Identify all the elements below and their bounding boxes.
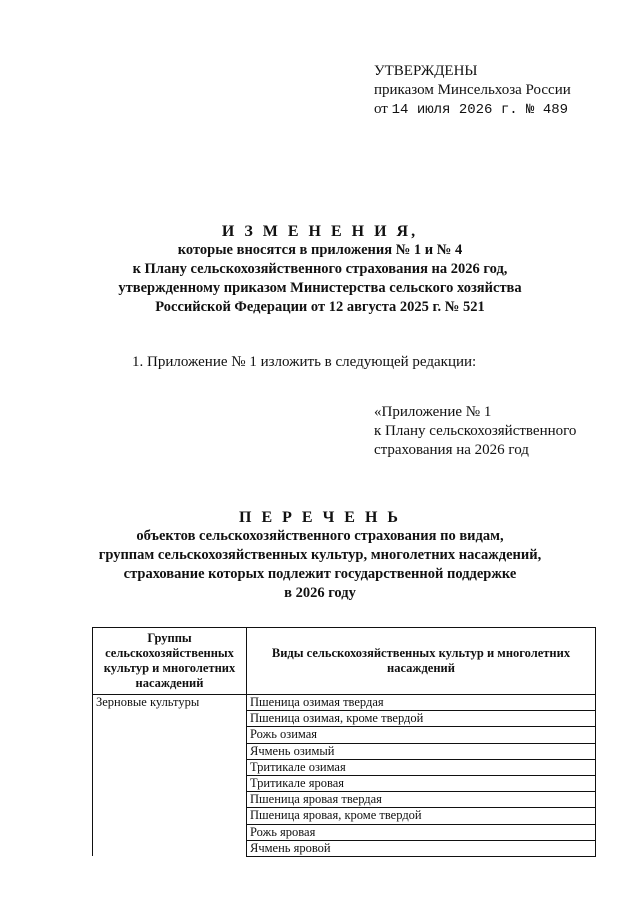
- crop-cell: Тритикале яровая: [247, 775, 596, 791]
- group-cell-empty: [93, 759, 247, 775]
- crop-cell: Ячмень озимый: [247, 743, 596, 759]
- table-row: [93, 727, 596, 743]
- group-cell-empty: [93, 840, 247, 856]
- approval-block: [374, 62, 571, 120]
- list-line-3: страхование которых подлежит государственной поддержке: [123, 566, 517, 582]
- list-line-2: группам сельскохозяйственных культур, многолетних насаждений,: [98, 547, 542, 563]
- list-line-4: в 2026 году: [284, 585, 356, 601]
- list-line-1: объектов сельскохозяйственного страхования по видам,: [136, 528, 504, 544]
- group-cell: Зерновые культуры: [93, 695, 247, 711]
- table-row: [93, 695, 596, 711]
- table-row: [93, 775, 596, 791]
- table-row: [93, 743, 596, 759]
- group-cell-empty: [93, 775, 247, 791]
- appendix-line-3: страхования на 2026 год: [374, 442, 529, 458]
- approval-date-prefix: от: [374, 101, 388, 117]
- table-header-row: [93, 628, 596, 695]
- table-row: [93, 808, 596, 824]
- crop-cell: Пшеница озимая, кроме твердой: [247, 711, 596, 727]
- table-row: [93, 711, 596, 727]
- approval-title: УТВЕРЖДЕНЫ: [374, 63, 478, 79]
- approval-date: 14 июля 2026 г. № 489: [391, 102, 569, 118]
- group-cell-empty: [93, 711, 247, 727]
- approval-order: приказом Минсельхоза России: [374, 82, 571, 98]
- crop-cell: Пшеница яровая, кроме твердой: [247, 808, 596, 824]
- table-row: [93, 824, 596, 840]
- changes-line-2: к Плану сельскохозяйственного страхования на 2026 год,: [132, 261, 508, 277]
- list-title: [0, 508, 640, 603]
- changes-heading: И З М Е Н Е Н И Я,: [221, 223, 419, 240]
- table-row: [93, 840, 596, 856]
- group-cell-empty: [93, 727, 247, 743]
- changes-line-4: Российской Федерации от 12 августа 2025 г. № 521: [155, 299, 485, 315]
- changes-line-3: утвержденному приказом Министерства сельского хозяйства: [118, 280, 522, 296]
- approval-date-line: [374, 100, 571, 120]
- appendix-line-2: к Плану сельскохозяйственного: [374, 423, 577, 439]
- changes-title: [0, 222, 640, 317]
- crop-cell: Пшеница озимая твердая: [247, 695, 596, 711]
- group-cell-empty: [93, 824, 247, 840]
- changes-line-1: которые вносятся в приложения № 1 и № 4: [177, 242, 463, 258]
- crops-table: [92, 627, 596, 857]
- crop-cell: Тритикале озимая: [247, 759, 596, 775]
- crop-cell: Ячмень яровой: [247, 840, 596, 856]
- crop-cell: Рожь яровая: [247, 824, 596, 840]
- table-row: [93, 792, 596, 808]
- list-heading: П Е Р Е Ч Е Н Ь: [239, 509, 401, 526]
- group-cell-empty: [93, 792, 247, 808]
- col1-header: Группы сельскохозяйственных культур и многолетних насаждений: [93, 628, 247, 695]
- appendix-block: [374, 403, 576, 460]
- item-1-text: 1. Приложение № 1 изложить в следующей редакции:: [132, 354, 477, 370]
- table-row: [93, 759, 596, 775]
- col2-header: Виды сельскохозяйственных культур и многолетних насаждений: [247, 628, 596, 695]
- group-cell-empty: [93, 808, 247, 824]
- crop-cell: Рожь озимая: [247, 727, 596, 743]
- crop-cell: Пшеница яровая твердая: [247, 792, 596, 808]
- appendix-line-1: «Приложение № 1: [374, 404, 492, 420]
- group-cell-empty: [93, 743, 247, 759]
